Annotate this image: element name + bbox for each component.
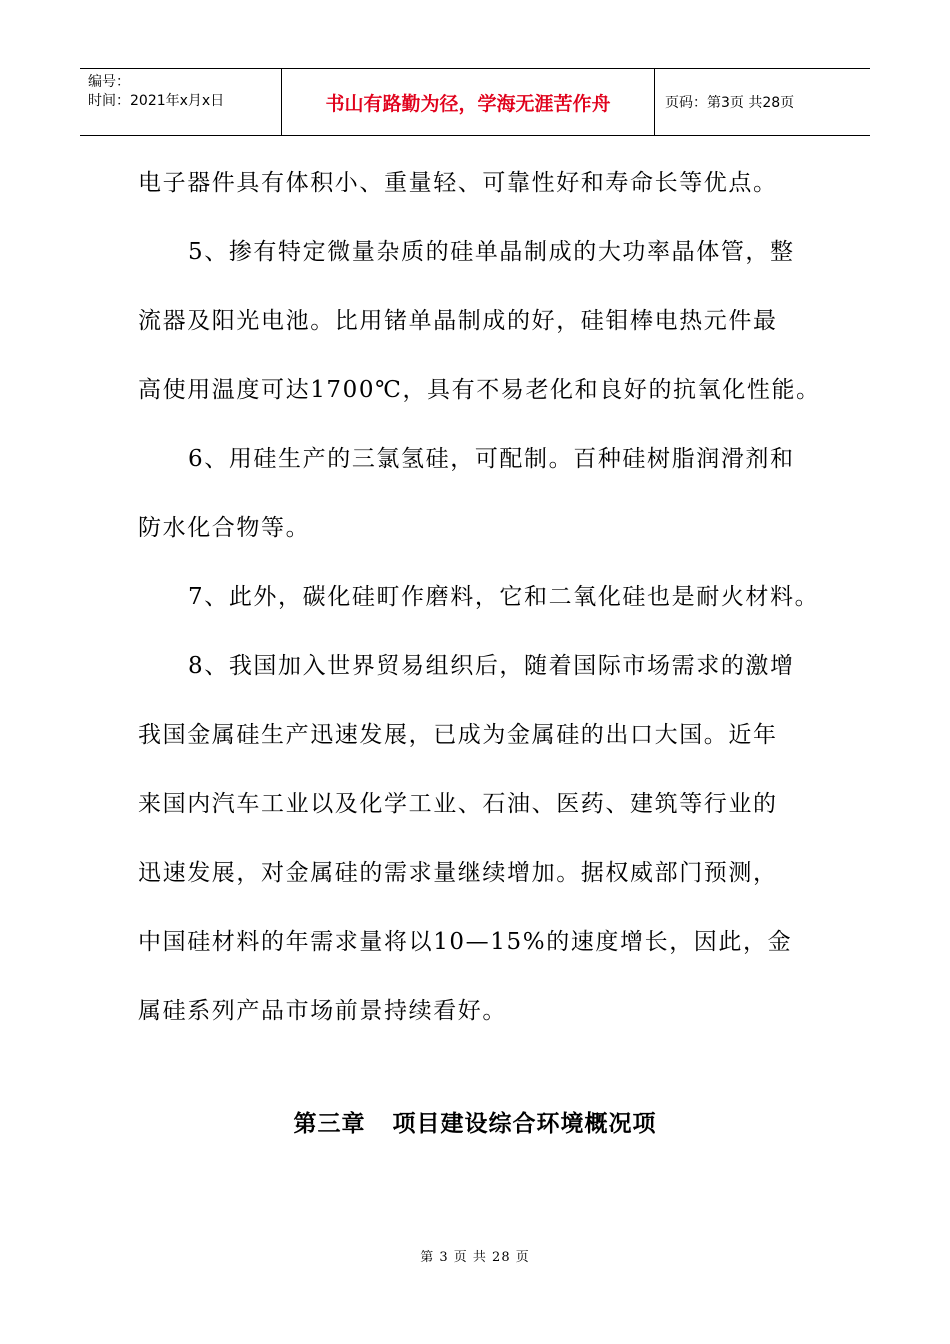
document-date-label: 时间：2021年x月x日 [88,93,225,109]
body-line: 属硅系列产品市场前景持续看好。 [138,998,507,1024]
body-line: 高使用温度可达1700℃，具有不易老化和良好的抗氧化性能。 [138,377,821,403]
body-line: 迅速发展，对金属硅的需求量继续增加。据权威部门预测， [138,860,778,886]
body-line: 来国内汽车工业以及化学工业、石油、医药、建筑等行业的 [138,791,778,817]
body-line: 5、掺有特定微量杂质的硅单晶制成的大功率晶体管，整 [188,239,795,265]
body-line: 中国硅材料的年需求量将以10—15%的速度增长，因此，金 [138,929,793,955]
body-line: 防水化合物等。 [138,515,311,541]
header-page-info: 页码：第3页 共28页 [665,95,795,111]
body-line: 8、我国加入世界贸易组织后，随着国际市场需求的激增 [188,653,795,679]
body-line: 7、此外，碳化硅町作磨料，它和二氧化硅也是耐火材料。 [188,584,820,610]
header-motto: 书山有路勤为径，学海无涯苦作舟 [282,69,655,135]
body-line: 电子器件具有体积小、重量轻、可靠性好和寿命长等优点。 [138,170,778,196]
page-header [80,68,870,136]
page-footer: 第 3 页 共 28 页 [420,1250,530,1265]
chapter-title: 第三章 项目建设综合环境概况项 [293,1111,657,1137]
header-meta [80,69,282,135]
body-line: 6、用硅生产的三氯氢硅，可配制。百种硅树脂润滑剂和 [188,446,795,472]
body-line: 我国金属硅生产迅速发展，已成为金属硅的出口大国。近年 [138,722,778,748]
document-body [138,160,821,1057]
document-number-label: 编号： [88,74,130,90]
body-line: 流器及阳光电池。比用锗单晶制成的好，硅钼棒电热元件最 [138,308,778,334]
